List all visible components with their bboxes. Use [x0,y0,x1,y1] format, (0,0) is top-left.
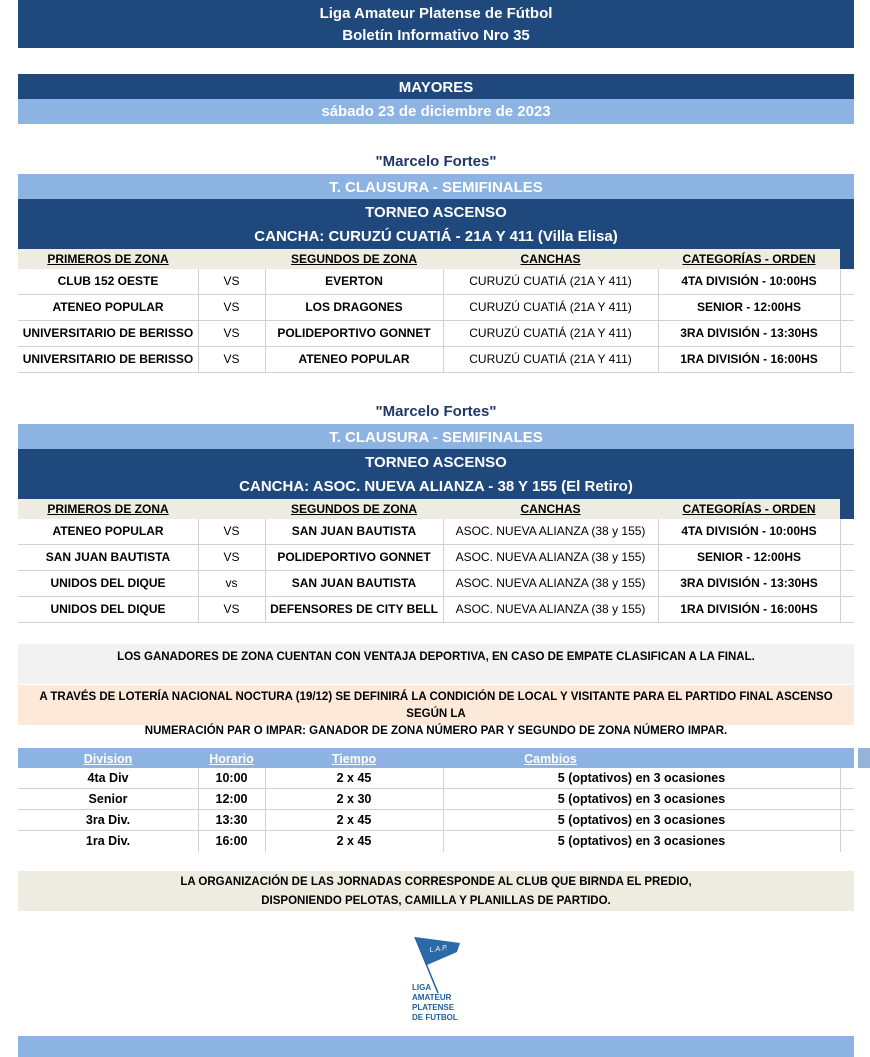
schedule-row [18,789,854,810]
bulletin-header [18,0,854,48]
grid-line [840,519,841,623]
substitutions: 5 (optativos) en 3 ocasiones [443,789,840,810]
division-name: 3ra Div. [18,810,198,831]
match-row [18,597,854,623]
grid-line [840,768,841,852]
venue-name: CANCHA: ASOC. NUEVA ALIANZA - 38 Y 155 (El Retiro) [239,478,633,495]
vs-label: VS [198,597,265,623]
vs-label: VS [198,269,265,295]
spare-cell [840,597,854,623]
start-time: 16:00 [215,834,248,848]
category-time: 4TA DIVISIÓN - 10:00HS [658,269,840,295]
home-team: ATENEO POPULAR [18,295,198,321]
tournament-name: TORNEO ASCENSO [365,454,507,471]
date-banner: sábado 23 de diciembre de 2023 [18,99,854,124]
spare-cell [840,295,854,321]
schedule-row [18,768,854,789]
home-team: UNIVERSITARIO DE BERISSO [18,321,198,347]
organization-note [18,871,854,911]
col-canchas: CANCHAS [520,252,581,266]
organization-note-line: DISPONIENDO PELOTAS, CAMILLA Y PLANILLAS DE PARTIDO. [261,895,611,907]
field-name: CURUZÚ CUATIÁ (21A Y 411) [443,321,658,347]
vs-label: vs [198,571,265,597]
lottery-note-line: NUMERACIÓN PAR O IMPAR: GANADOR DE ZONA NÚMERO PAR Y SEGUNDO DE ZONA NÚMERO IMPAR. [144,725,728,737]
match-row [18,295,854,321]
vs-label: VS [198,347,265,373]
spare-cell [840,321,854,347]
category-time: SENIOR - 12:00HS [658,295,840,321]
tournament-banner [18,449,854,499]
col-categorias: CATEGORÍAS - ORDEN [682,252,816,266]
match-duration: 2 x 30 [265,789,443,810]
away-team: LOS DRAGONES [265,295,443,321]
match-row [18,321,854,347]
category-time: 1RA DIVISIÓN - 16:00HS [658,347,840,373]
away-team: POLIDEPORTIVO GONNET [265,545,443,571]
field-name: CURUZÚ CUATIÁ (21A Y 411) [443,269,658,295]
vs-label: VS [198,519,265,545]
category-time: 3RA DIVISIÓN - 13:30HS [658,571,840,597]
category-time: SENIOR - 12:00HS [658,545,840,571]
away-team: DEFENSORES DE CITY BELL [265,597,443,623]
header-tail [840,249,854,269]
home-team: UNIDOS DEL DIQUE [18,571,198,597]
tournament-name: TORNEO ASCENSO [365,204,507,221]
col-primeros: PRIMEROS DE ZONA [47,252,169,266]
bulletin-number: Boletín Informativo Nro 35 [342,27,530,44]
division-name: 1ra Div. [85,834,131,848]
match-row [18,571,854,597]
spare-cell [840,571,854,597]
schedule-header [18,748,854,768]
substitutions: 5 (optativos) en 3 ocasiones [557,834,726,848]
away-team: EVERTON [265,269,443,295]
col-categorias: CATEGORÍAS - ORDEN [682,502,816,516]
grid-line [443,768,444,852]
schedule-row [18,831,854,852]
grid-line [443,269,444,373]
col-horario: Horario [209,752,254,766]
home-team: UNIDOS DEL DIQUE [18,597,198,623]
match-row [18,347,854,373]
logo-wordmark [412,983,458,1023]
grid-line [198,768,199,852]
honoree-title: "Marcelo Fortes" [375,403,497,420]
tournament-phase-banner: T. CLAUSURA - SEMIFINALES [18,174,854,199]
home-team: SAN JUAN BAUTISTA [18,545,198,571]
home-team: UNIVERSITARIO DE BERISSO [18,347,198,373]
match-row [18,269,854,295]
lottery-note-line: A TRAVÉS DE LOTERÍA NACIONAL NOCTURA (19/12) SE DEFINIRÁ LA CONDICIÓN DE LOCAL Y VISITANTE PARA EL PARTIDO FINAL ASCENSO SEGÚN LA [39,691,833,720]
footer-band [18,1036,854,1057]
lottery-note [18,685,854,737]
field-name: ASOC. NUEVA ALIANZA (38 y 155) [443,571,658,597]
col-canchas: CANCHAS [520,502,581,516]
division-name: Senior [18,789,198,810]
spare-cell [840,789,854,810]
start-time: 12:00 [198,789,265,810]
grid-line [198,269,199,373]
match-duration: 2 x 45 [265,768,443,789]
grid-line [265,768,266,852]
division-name: 4ta Div [18,768,198,789]
honoree-title: "Marcelo Fortes" [375,153,497,170]
field-name: CURUZÚ CUATIÁ (21A Y 411) [443,295,658,321]
col-tiempo: Tiempo [331,752,377,766]
spare-cell [840,347,854,373]
grid-line [265,519,266,623]
match-row [18,519,854,545]
start-time: 10:00 [198,768,265,789]
start-time: 13:30 [198,810,265,831]
category-time: 4TA DIVISIÓN - 10:00HS [658,519,840,545]
advantage-note: LOS GANADORES DE ZONA CUENTAN CON VENTAJA DEPORTIVA, EN CASO DE EMPATE CLASIFICAN A LA FINAL. [18,644,854,684]
schedule-header-tail [858,748,870,768]
logo-flag-text: L.A.P. [429,944,449,954]
col-cambios: Cambios [524,752,577,766]
field-name: ASOC. NUEVA ALIANZA (38 y 155) [443,519,658,545]
match-table-header [18,249,840,269]
home-team: ATENEO POPULAR [18,519,198,545]
spare-cell [840,768,854,789]
category-title: MAYORES [18,74,854,99]
category-time: 3RA DIVISIÓN - 13:30HS [658,321,840,347]
field-name: ASOC. NUEVA ALIANZA (38 y 155) [443,545,658,571]
vs-label: VS [198,321,265,347]
grid-line [198,519,199,623]
tournament-phase-banner: T. CLAUSURA - SEMIFINALES [18,424,854,449]
grid-line [265,269,266,373]
header-tail [840,499,854,519]
col-segundos: SEGUNDOS DE ZONA [290,252,417,266]
match-table-header [18,499,840,519]
away-team: SAN JUAN BAUTISTA [265,519,443,545]
col-segundos: SEGUNDOS DE ZONA [290,502,417,516]
match-duration: 2 x 45 [265,810,443,831]
schedule-row [18,810,854,831]
spare-cell [840,831,854,851]
grid-line [443,519,444,623]
logo-line: AMATEUR [412,993,452,1002]
substitutions: 5 (optativos) en 3 ocasiones [443,768,840,789]
spare-cell [840,545,854,571]
away-team: SAN JUAN BAUTISTA [265,571,443,597]
vs-label: VS [198,545,265,571]
home-team: CLUB 152 OESTE [18,269,198,295]
spare-cell [840,269,854,295]
field-name: ASOC. NUEVA ALIANZA (38 y 155) [443,597,658,623]
spare-cell [840,810,854,831]
away-team: ATENEO POPULAR [265,347,443,373]
match-row [18,545,854,571]
grid-line [658,269,659,373]
grid-line [658,519,659,623]
away-team: POLIDEPORTIVO GONNET [265,321,443,347]
organization-note-line: LA ORGANIZACIÓN DE LAS JORNADAS CORRESPONDE AL CLUB QUE BIRNDA EL PREDIO, [180,876,692,888]
category-time: 1RA DIVISIÓN - 16:00HS [658,597,840,623]
tournament-banner [18,199,854,249]
col-division: Division [83,752,133,766]
league-title: Liga Amateur Platense de Fútbol [319,5,553,22]
substitutions: 5 (optativos) en 3 ocasiones [443,810,840,831]
field-name: CURUZÚ CUATIÁ (21A Y 411) [443,347,658,373]
col-primeros: PRIMEROS DE ZONA [47,502,169,516]
venue-name: CANCHA: CURUZÚ CUATIÁ - 21A Y 411 (Villa Elisa) [254,228,618,245]
logo-line: DE FUTBOL [412,1013,458,1022]
logo-line: LIGA [412,983,432,992]
grid-line [840,269,841,373]
logo-line: PLATENSE [412,1003,455,1012]
match-duration: 2 x 45 [336,834,372,848]
spare-cell [840,519,854,545]
vs-label: VS [198,295,265,321]
